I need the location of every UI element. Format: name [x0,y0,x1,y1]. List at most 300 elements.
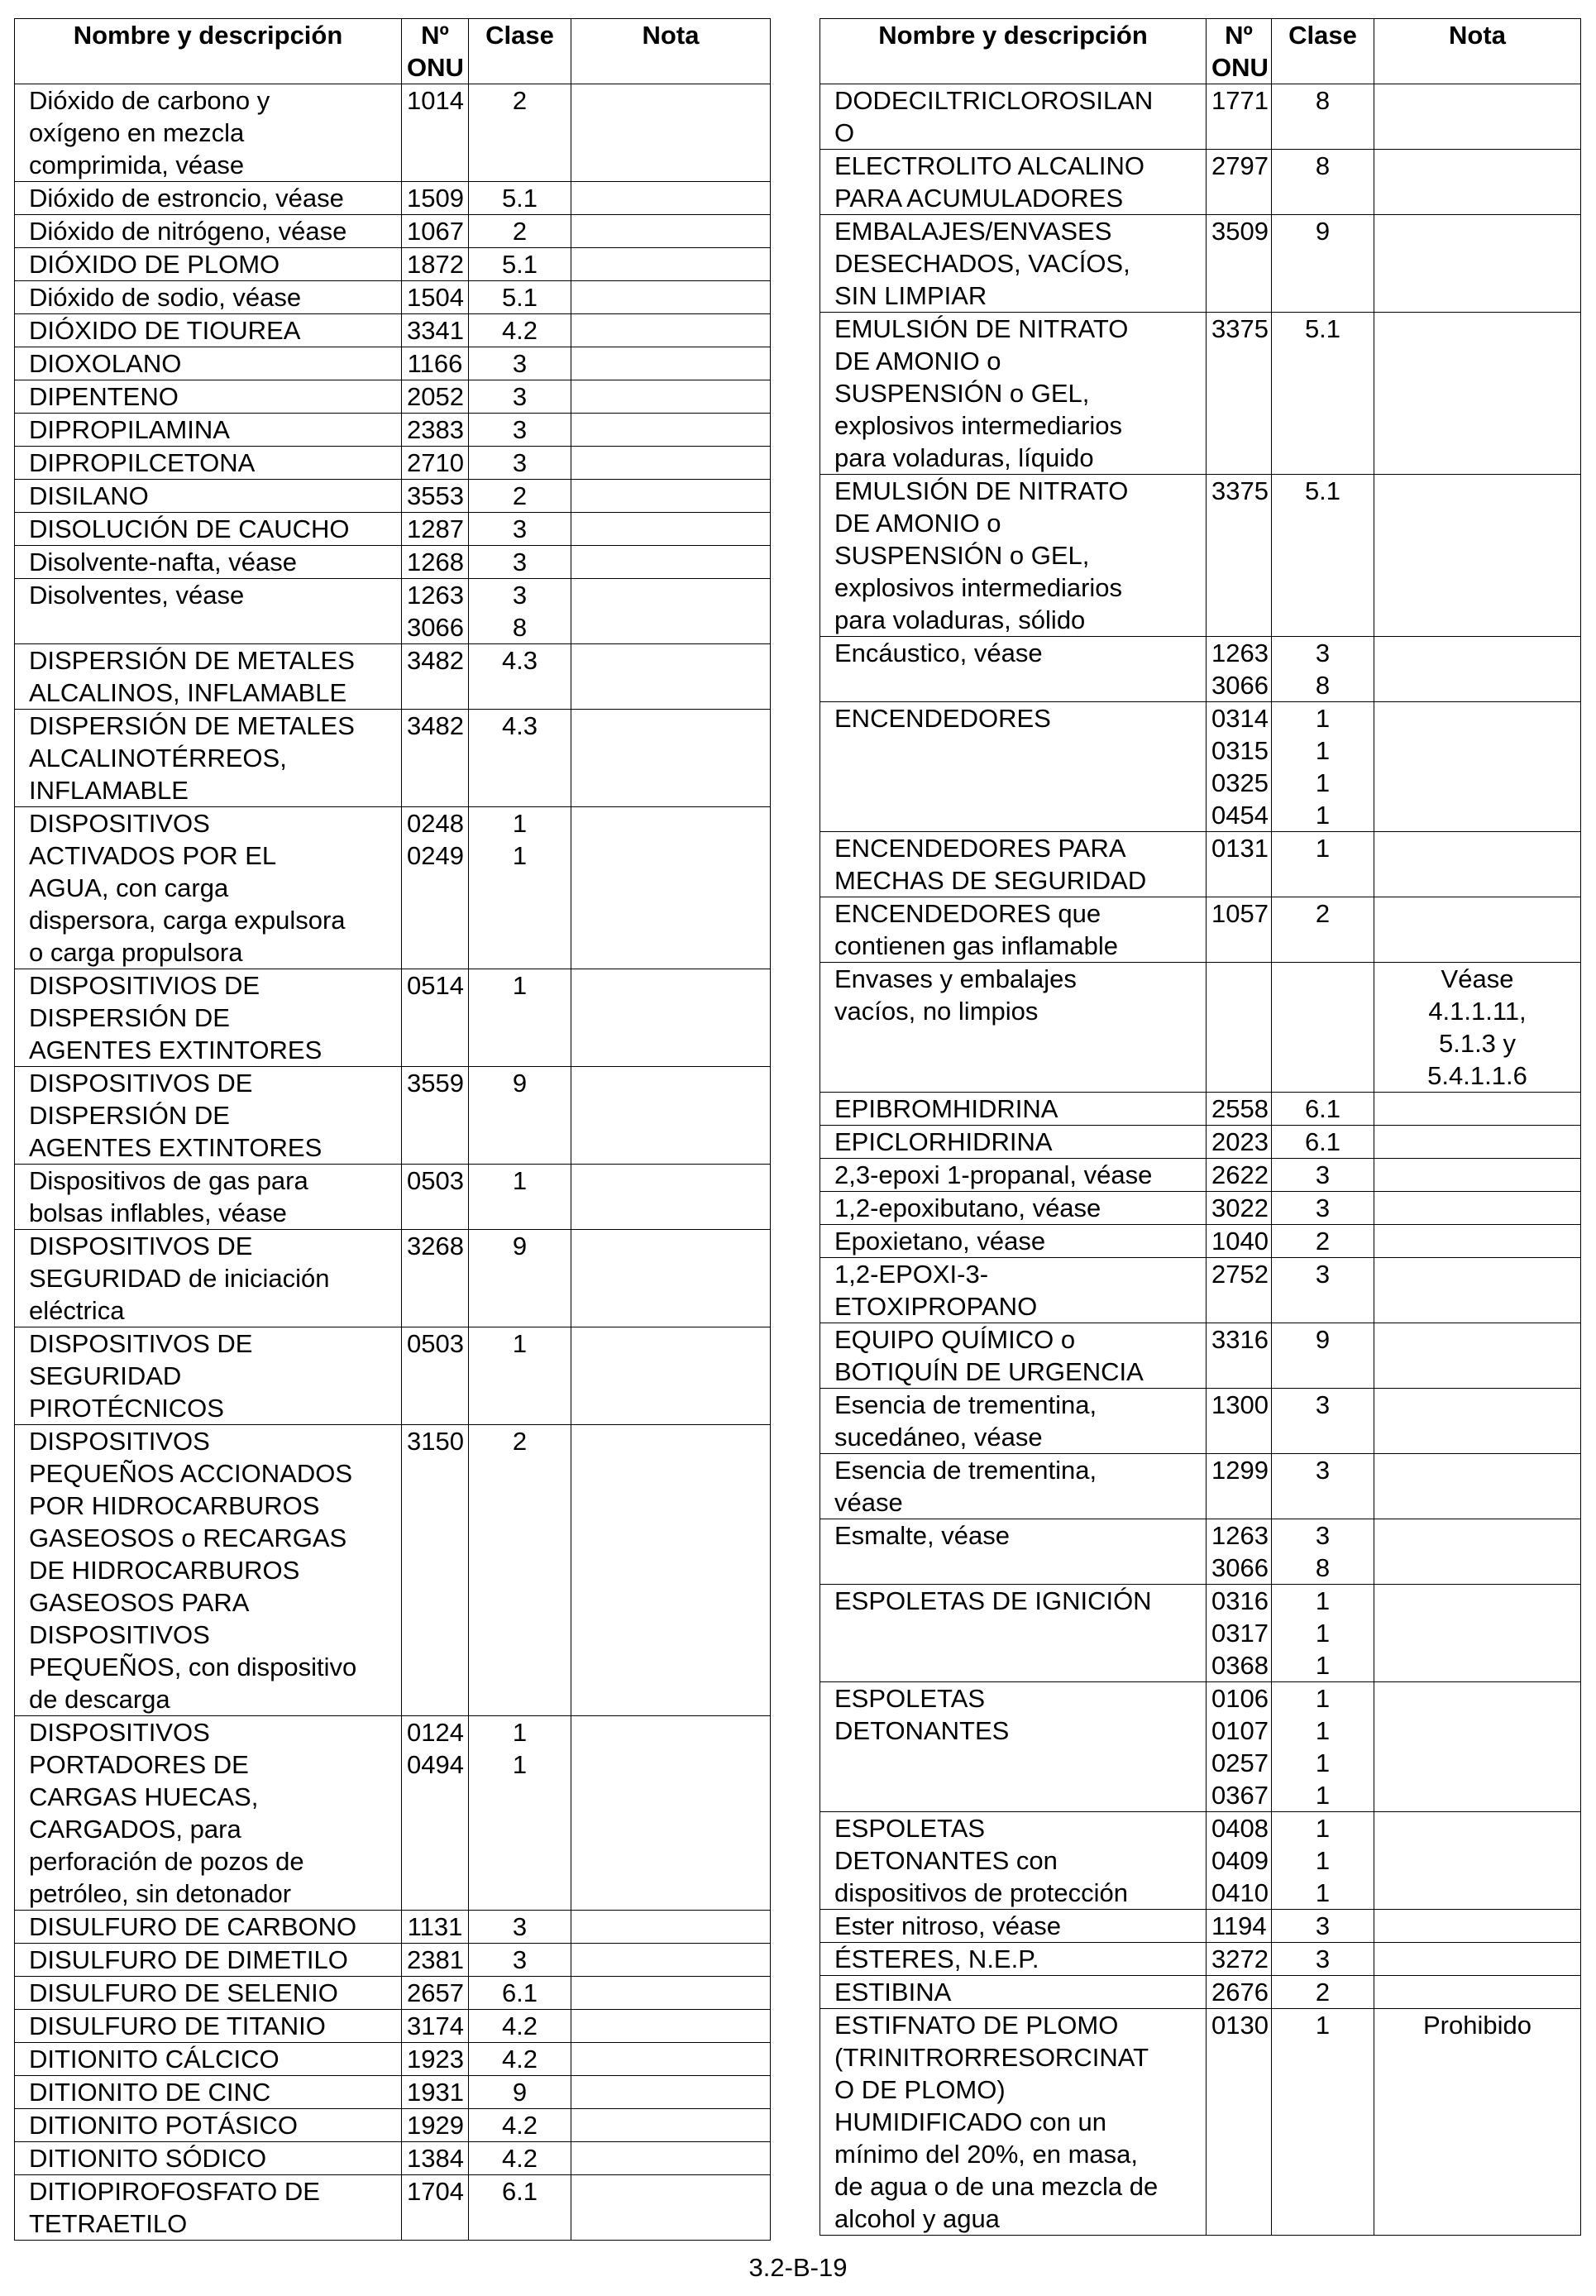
cell-onu: 2023 [1207,1126,1272,1159]
table-row [820,1943,1581,1976]
cell-name: Disolvente-nafta, véase [15,546,402,579]
cell-onu: 2657 [402,1977,469,2010]
cell-nota [571,215,771,248]
cell-nota [571,414,771,447]
cell-onu: 0514 [402,969,469,1067]
cell-clase: 5.1 [1272,475,1374,637]
cell-nota [571,969,771,1067]
left-table [14,18,771,2241]
table-row [15,347,771,380]
cell-name: DITIONITO CÁLCICO [15,2043,402,2076]
cell-onu: 1771 [1207,84,1272,150]
table-row [15,380,771,414]
cell-clase: 3 [1272,1910,1374,1943]
cell-nota [1374,1454,1581,1519]
cell-clase: 2 [469,480,571,513]
table-row [820,963,1581,1093]
page-number: 3.2-B-19 [748,2253,848,2282]
table-row [820,1812,1581,1910]
cell-onu: 3174 [402,2010,469,2043]
table-row [820,1454,1581,1519]
cell-name: Envases y embalajes vacíos, no limpios [820,963,1207,1093]
table-row [15,2043,771,2076]
cell-nota [1374,1812,1581,1910]
cell-nota [1374,1389,1581,1454]
table-row [820,1519,1581,1585]
table-row [820,1585,1581,1682]
cell-name: DISPOSITIVOS ACTIVADOS POR EL AGUA, con carga dispersora, carga expulsora o carga propulsora [15,807,402,969]
cell-nota [1374,313,1581,475]
cell-clase: 3 [469,1911,571,1944]
cell-nota [571,644,771,710]
cell-nota [571,807,771,969]
table-row [15,807,771,969]
cell-onu: 1299 [1207,1454,1272,1519]
table-row [15,2142,771,2175]
cell-name: Ester nitroso, véase [820,1910,1207,1943]
cell-onu: 3272 [1207,1943,1272,1976]
cell-clase: 1 1 1 1 [1272,1682,1374,1812]
cell-onu: 3482 [402,710,469,807]
cell-name: DISULFURO DE TITANIO [15,2010,402,2043]
cell-name: EPICLORHIDRINA [820,1126,1207,1159]
cell-onu: 1384 [402,2142,469,2175]
cell-nota [1374,1126,1581,1159]
cell-clase: 1 [1272,832,1374,897]
table-row [15,2109,771,2142]
cell-onu: 2676 [1207,1976,1272,2009]
table-row [820,1258,1581,1323]
cell-clase: 4.3 [469,710,571,807]
cell-name: ENCENDEDORES [820,702,1207,832]
cell-nota: Prohibido [1374,2009,1581,2236]
cell-name: DIPENTENO [15,380,402,414]
header-onu: Nº ONU [1207,19,1272,84]
table-row [15,447,771,480]
cell-nota [571,1716,771,1911]
cell-nota [1374,475,1581,637]
cell-clase: 8 [1272,84,1374,150]
header-name: Nombre y descripción [15,19,402,84]
table-row [820,1910,1581,1943]
cell-clase: 1 [1272,2009,1374,2236]
cell-name: Dióxido de sodio, véase [15,281,402,314]
cell-nota [1374,1976,1581,2009]
cell-name: Disolventes, véase [15,579,402,644]
cell-onu: 3553 [402,480,469,513]
header-nota: Nota [571,19,771,84]
cell-nota [571,314,771,347]
cell-onu: 3482 [402,644,469,710]
cell-onu: 3375 [1207,475,1272,637]
cell-nota [1374,637,1581,702]
cell-nota [571,1977,771,2010]
cell-clase: 2 [1272,1976,1374,2009]
cell-name: DIPROPILAMINA [15,414,402,447]
cell-onu: 2710 [402,447,469,480]
cell-onu: 0248 0249 [402,807,469,969]
cell-onu: 1287 [402,513,469,546]
cell-onu: 0106 0107 0257 0367 [1207,1682,1272,1812]
cell-name: ELECTROLITO ALCALINO PARA ACUMULADORES [820,150,1207,215]
cell-nota [571,380,771,414]
table-row [15,2076,771,2109]
table-row [15,546,771,579]
cell-clase: 1 [469,1165,571,1230]
cell-name: Dispositivos de gas para bolsas inflables, véase [15,1165,402,1230]
cell-name: Encáustico, véase [820,637,1207,702]
table-row [820,637,1581,702]
cell-clase: 5.1 [469,248,571,281]
cell-name: DISPOSITIVOS DE SEGURIDAD PIROTÉCNICOS [15,1327,402,1425]
cell-onu: 0503 [402,1327,469,1425]
cell-name: Esencia de trementina, sucedáneo, véase [820,1389,1207,1454]
cell-onu: 0130 [1207,2009,1272,2236]
cell-nota [571,710,771,807]
cell-nota [571,1165,771,1230]
cell-clase: 3 [1272,1159,1374,1192]
cell-onu: 1040 [1207,1225,1272,1258]
header-name: Nombre y descripción [820,19,1207,84]
cell-clase: 3 8 [469,579,571,644]
cell-clase: 1 1 1 1 [1272,702,1374,832]
right-table [820,18,1581,2236]
cell-onu: 2797 [1207,150,1272,215]
cell-onu: 1509 [402,182,469,215]
cell-name: EMBALAJES/ENVASES DESECHADOS, VACÍOS, SIN LIMPIAR [820,215,1207,313]
cell-nota [571,1944,771,1977]
header-row [820,19,1581,84]
table-row [15,644,771,710]
cell-onu: 2381 [402,1944,469,1977]
cell-name: DISULFURO DE DIMETILO [15,1944,402,1977]
cell-name: Dióxido de carbono y oxígeno en mezcla comprimida, véase [15,84,402,182]
cell-onu: 3150 [402,1425,469,1716]
cell-nota [1374,1910,1581,1943]
cell-nota [571,1230,771,1327]
cell-name: EMULSIÓN DE NITRATO DE AMONIO o SUSPENSIÓN o GEL, explosivos intermediarios para voladuras, líquido [820,313,1207,475]
cell-onu: 1263 3066 [1207,1519,1272,1585]
header-onu: Nº ONU [402,19,469,84]
cell-nota [571,281,771,314]
cell-onu: 1872 [402,248,469,281]
cell-clase: 6.1 [1272,1093,1374,1126]
cell-onu: 0408 0409 0410 [1207,1812,1272,1910]
cell-name: ESTIFNATO DE PLOMO (TRINITRORRESORCINAT O DE PLOMO) HUMIDIFICADO con un mínimo del 20%, en masa, de agua o de una mezcla de alcohol y agua [820,2009,1207,2236]
cell-name: DISILANO [15,480,402,513]
table-row [820,832,1581,897]
cell-clase: 9 [469,2076,571,2109]
cell-name: DISOLUCIÓN DE CAUCHO [15,513,402,546]
cell-nota [571,579,771,644]
table-row [15,281,771,314]
table-row [15,969,771,1067]
cell-onu: 1263 3066 [402,579,469,644]
cell-nota [571,546,771,579]
cell-clase: 1 1 [469,807,571,969]
cell-clase: 3 [1272,1192,1374,1225]
cell-clase: 5.1 [1272,313,1374,475]
table-row [820,1159,1581,1192]
cell-clase: 3 [1272,1389,1374,1454]
table-row [820,1093,1581,1126]
table-row [820,702,1581,832]
cell-onu: 0503 [402,1165,469,1230]
cell-clase: 3 [469,447,571,480]
cell-name: DODECILTRICLOROSILAN O [820,84,1207,150]
cell-name: Esmalte, véase [820,1519,1207,1585]
cell-nota [571,182,771,215]
cell-nota [1374,1159,1581,1192]
cell-clase: 1 1 1 [1272,1812,1374,1910]
table-row [15,480,771,513]
cell-name: DITIONITO DE CINC [15,2076,402,2109]
cell-nota [571,1425,771,1716]
cell-nota [571,248,771,281]
table-row [820,2009,1581,2236]
table-row [820,215,1581,313]
cell-onu: 1931 [402,2076,469,2109]
table-row [820,897,1581,963]
cell-onu: 1268 [402,546,469,579]
table-row [15,579,771,644]
cell-onu: 2752 [1207,1258,1272,1323]
cell-onu: 1131 [402,1911,469,1944]
table-row [15,84,771,182]
cell-onu: 2383 [402,414,469,447]
cell-onu: 1300 [1207,1389,1272,1454]
cell-nota [571,1327,771,1425]
cell-clase: 9 [1272,1323,1374,1389]
cell-name: ENCENDEDORES PARA MECHAS DE SEGURIDAD [820,832,1207,897]
cell-name: DISULFURO DE CARBONO [15,1911,402,1944]
cell-name: 1,2-EPOXI-3- ETOXIPROPANO [820,1258,1207,1323]
table-row [15,710,771,807]
cell-clase: 2 [469,84,571,182]
cell-onu: 0316 0317 0368 [1207,1585,1272,1682]
cell-onu: 1504 [402,281,469,314]
cell-clase: 5.1 [469,182,571,215]
cell-name: Dióxido de estroncio, véase [15,182,402,215]
cell-onu: 1929 [402,2109,469,2142]
cell-onu: 1057 [1207,897,1272,963]
cell-name: DIÓXIDO DE PLOMO [15,248,402,281]
cell-name: ENCENDEDORES que contienen gas inflamable [820,897,1207,963]
cell-name: Esencia de trementina, véase [820,1454,1207,1519]
cell-onu: 3375 [1207,313,1272,475]
cell-nota [1374,215,1581,313]
cell-nota [1374,1585,1581,1682]
cell-name: DISULFURO DE SELENIO [15,1977,402,2010]
cell-clase: 9 [469,1230,571,1327]
cell-name: Epoxietano, véase [820,1225,1207,1258]
cell-clase [1272,963,1374,1093]
cell-nota [571,84,771,182]
cell-clase: 1 1 [469,1716,571,1911]
cell-nota [1374,84,1581,150]
cell-nota [571,347,771,380]
cell-clase: 3 [469,513,571,546]
cell-nota [571,2010,771,2043]
cell-nota [571,2076,771,2109]
cell-clase: 6.1 [469,2175,571,2241]
header-clase: Clase [1272,19,1374,84]
cell-name: DISPOSITIVOS PEQUEÑOS ACCIONADOS POR HIDROCARBUROS GASEOSOS o RECARGAS DE HIDROCARBUROS GASEOSOS PARA DISPOSITIVOS PEQUEÑOS, con dispositivo de descarga [15,1425,402,1716]
cell-clase: 3 [1272,1454,1374,1519]
cell-name: DIPROPILCETONA [15,447,402,480]
cell-clase: 6.1 [469,1977,571,2010]
cell-name: ESPOLETAS DETONANTES [820,1682,1207,1812]
cell-clase: 3 [469,414,571,447]
table-row [820,1323,1581,1389]
cell-name: DIOXOLANO [15,347,402,380]
table-row [15,513,771,546]
table-row [15,2175,771,2241]
cell-clase: 2 [1272,1225,1374,1258]
cell-clase: 3 8 [1272,1519,1374,1585]
table-row [15,414,771,447]
cell-onu: 1194 [1207,1910,1272,1943]
table-row [15,1977,771,2010]
cell-clase: 4.2 [469,2043,571,2076]
cell-onu: 1014 [402,84,469,182]
cell-onu: 1166 [402,347,469,380]
cell-onu: 2622 [1207,1159,1272,1192]
table-row [15,1425,771,1716]
cell-nota: Véase 4.1.1.11, 5.1.3 y 5.4.1.1.6 [1374,963,1581,1093]
cell-nota [571,1067,771,1165]
cell-clase: 4.2 [469,2010,571,2043]
cell-nota [571,480,771,513]
cell-nota [1374,897,1581,963]
cell-clase: 4.2 [469,2109,571,2142]
cell-nota [1374,702,1581,832]
cell-clase: 2 [469,1425,571,1716]
cell-onu: 3022 [1207,1192,1272,1225]
cell-onu: 3509 [1207,215,1272,313]
cell-clase: 3 [469,347,571,380]
cell-clase: 5.1 [469,281,571,314]
cell-name: DISPERSIÓN DE METALES ALCALINOS, INFLAMABLE [15,644,402,710]
cell-nota [1374,1192,1581,1225]
cell-name: DIÓXIDO DE TIOUREA [15,314,402,347]
table-row [820,1976,1581,2009]
table-row [15,1230,771,1327]
cell-clase: 9 [1272,215,1374,313]
table-row [15,215,771,248]
cell-clase: 3 8 [1272,637,1374,702]
table-row [820,475,1581,637]
table-row [15,182,771,215]
cell-name: DISPOSITIVOS DE SEGURIDAD de iniciación eléctrica [15,1230,402,1327]
table-row [15,1067,771,1165]
table-row [15,1716,771,1911]
table-row [820,1126,1581,1159]
cell-name: EMULSIÓN DE NITRATO DE AMONIO o SUSPENSIÓN o GEL, explosivos intermediarios para voladuras, sólido [820,475,1207,637]
cell-clase: 4.3 [469,644,571,710]
cell-onu: 0131 [1207,832,1272,897]
cell-nota [1374,1519,1581,1585]
cell-nota [571,2109,771,2142]
cell-nota [571,2142,771,2175]
table-row [15,1944,771,1977]
table-row [15,1911,771,1944]
cell-onu: 1067 [402,215,469,248]
cell-name: ESTIBINA [820,1976,1207,2009]
cell-onu: 3559 [402,1067,469,1165]
table-row [820,1389,1581,1454]
cell-clase: 6.1 [1272,1126,1374,1159]
cell-name: ESPOLETAS DE IGNICIÓN [820,1585,1207,1682]
cell-name: DISPOSITIVOS PORTADORES DE CARGAS HUECAS, CARGADOS, para perforación de pozos de petróleo, sin detonador [15,1716,402,1911]
cell-onu: 1923 [402,2043,469,2076]
cell-nota [1374,1093,1581,1126]
cell-onu [1207,963,1272,1093]
table-row [15,1327,771,1425]
cell-clase: 8 [1272,150,1374,215]
cell-name: DISPOSITIVIOS DE DISPERSIÓN DE AGENTES EXTINTORES [15,969,402,1067]
cell-clase: 3 [1272,1258,1374,1323]
table-row [15,248,771,281]
cell-name: DITIONITO SÓDICO [15,2142,402,2175]
table-row [820,150,1581,215]
cell-clase: 3 [469,546,571,579]
cell-name: ESPOLETAS DETONANTES con dispositivos de protección [820,1812,1207,1910]
cell-nota [571,2175,771,2241]
cell-clase: 4.2 [469,2142,571,2175]
table-row [820,1192,1581,1225]
cell-clase: 9 [469,1067,571,1165]
cell-name: DITIONITO POTÁSICO [15,2109,402,2142]
cell-nota [571,447,771,480]
table-row [15,1165,771,1230]
cell-nota [1374,1943,1581,1976]
cell-name: DISPERSIÓN DE METALES ALCALINOTÉRREOS, INFLAMABLE [15,710,402,807]
header-nota: Nota [1374,19,1581,84]
table-row [15,2010,771,2043]
cell-nota [571,1911,771,1944]
cell-onu: 2052 [402,380,469,414]
cell-name: Dióxido de nitrógeno, véase [15,215,402,248]
cell-name: DISPOSITIVOS DE DISPERSIÓN DE AGENTES EXTINTORES [15,1067,402,1165]
cell-clase: 1 [469,969,571,1067]
cell-onu: 1263 3066 [1207,637,1272,702]
cell-onu: 0124 0494 [402,1716,469,1911]
header-clase: Clase [469,19,571,84]
cell-onu: 3316 [1207,1323,1272,1389]
cell-name: DITIOPIROFOSFATO DE TETRAETILO [15,2175,402,2241]
cell-clase: 1 1 1 [1272,1585,1374,1682]
cell-nota [1374,1682,1581,1812]
cell-clase: 3 [469,380,571,414]
cell-name: 2,3-epoxi 1-propanal, véase [820,1159,1207,1192]
cell-nota [1374,832,1581,897]
cell-onu: 3341 [402,314,469,347]
table-row [820,313,1581,475]
table-row [820,1225,1581,1258]
cell-nota [1374,150,1581,215]
cell-nota [571,2043,771,2076]
cell-clase: 4.2 [469,314,571,347]
cell-nota [1374,1225,1581,1258]
table-row [820,84,1581,150]
cell-clase: 2 [469,215,571,248]
table-row [820,1682,1581,1812]
cell-name: ÉSTERES, N.E.P. [820,1943,1207,1976]
cell-clase: 2 [1272,897,1374,963]
cell-onu: 0314 0315 0325 0454 [1207,702,1272,832]
cell-onu: 3268 [402,1230,469,1327]
